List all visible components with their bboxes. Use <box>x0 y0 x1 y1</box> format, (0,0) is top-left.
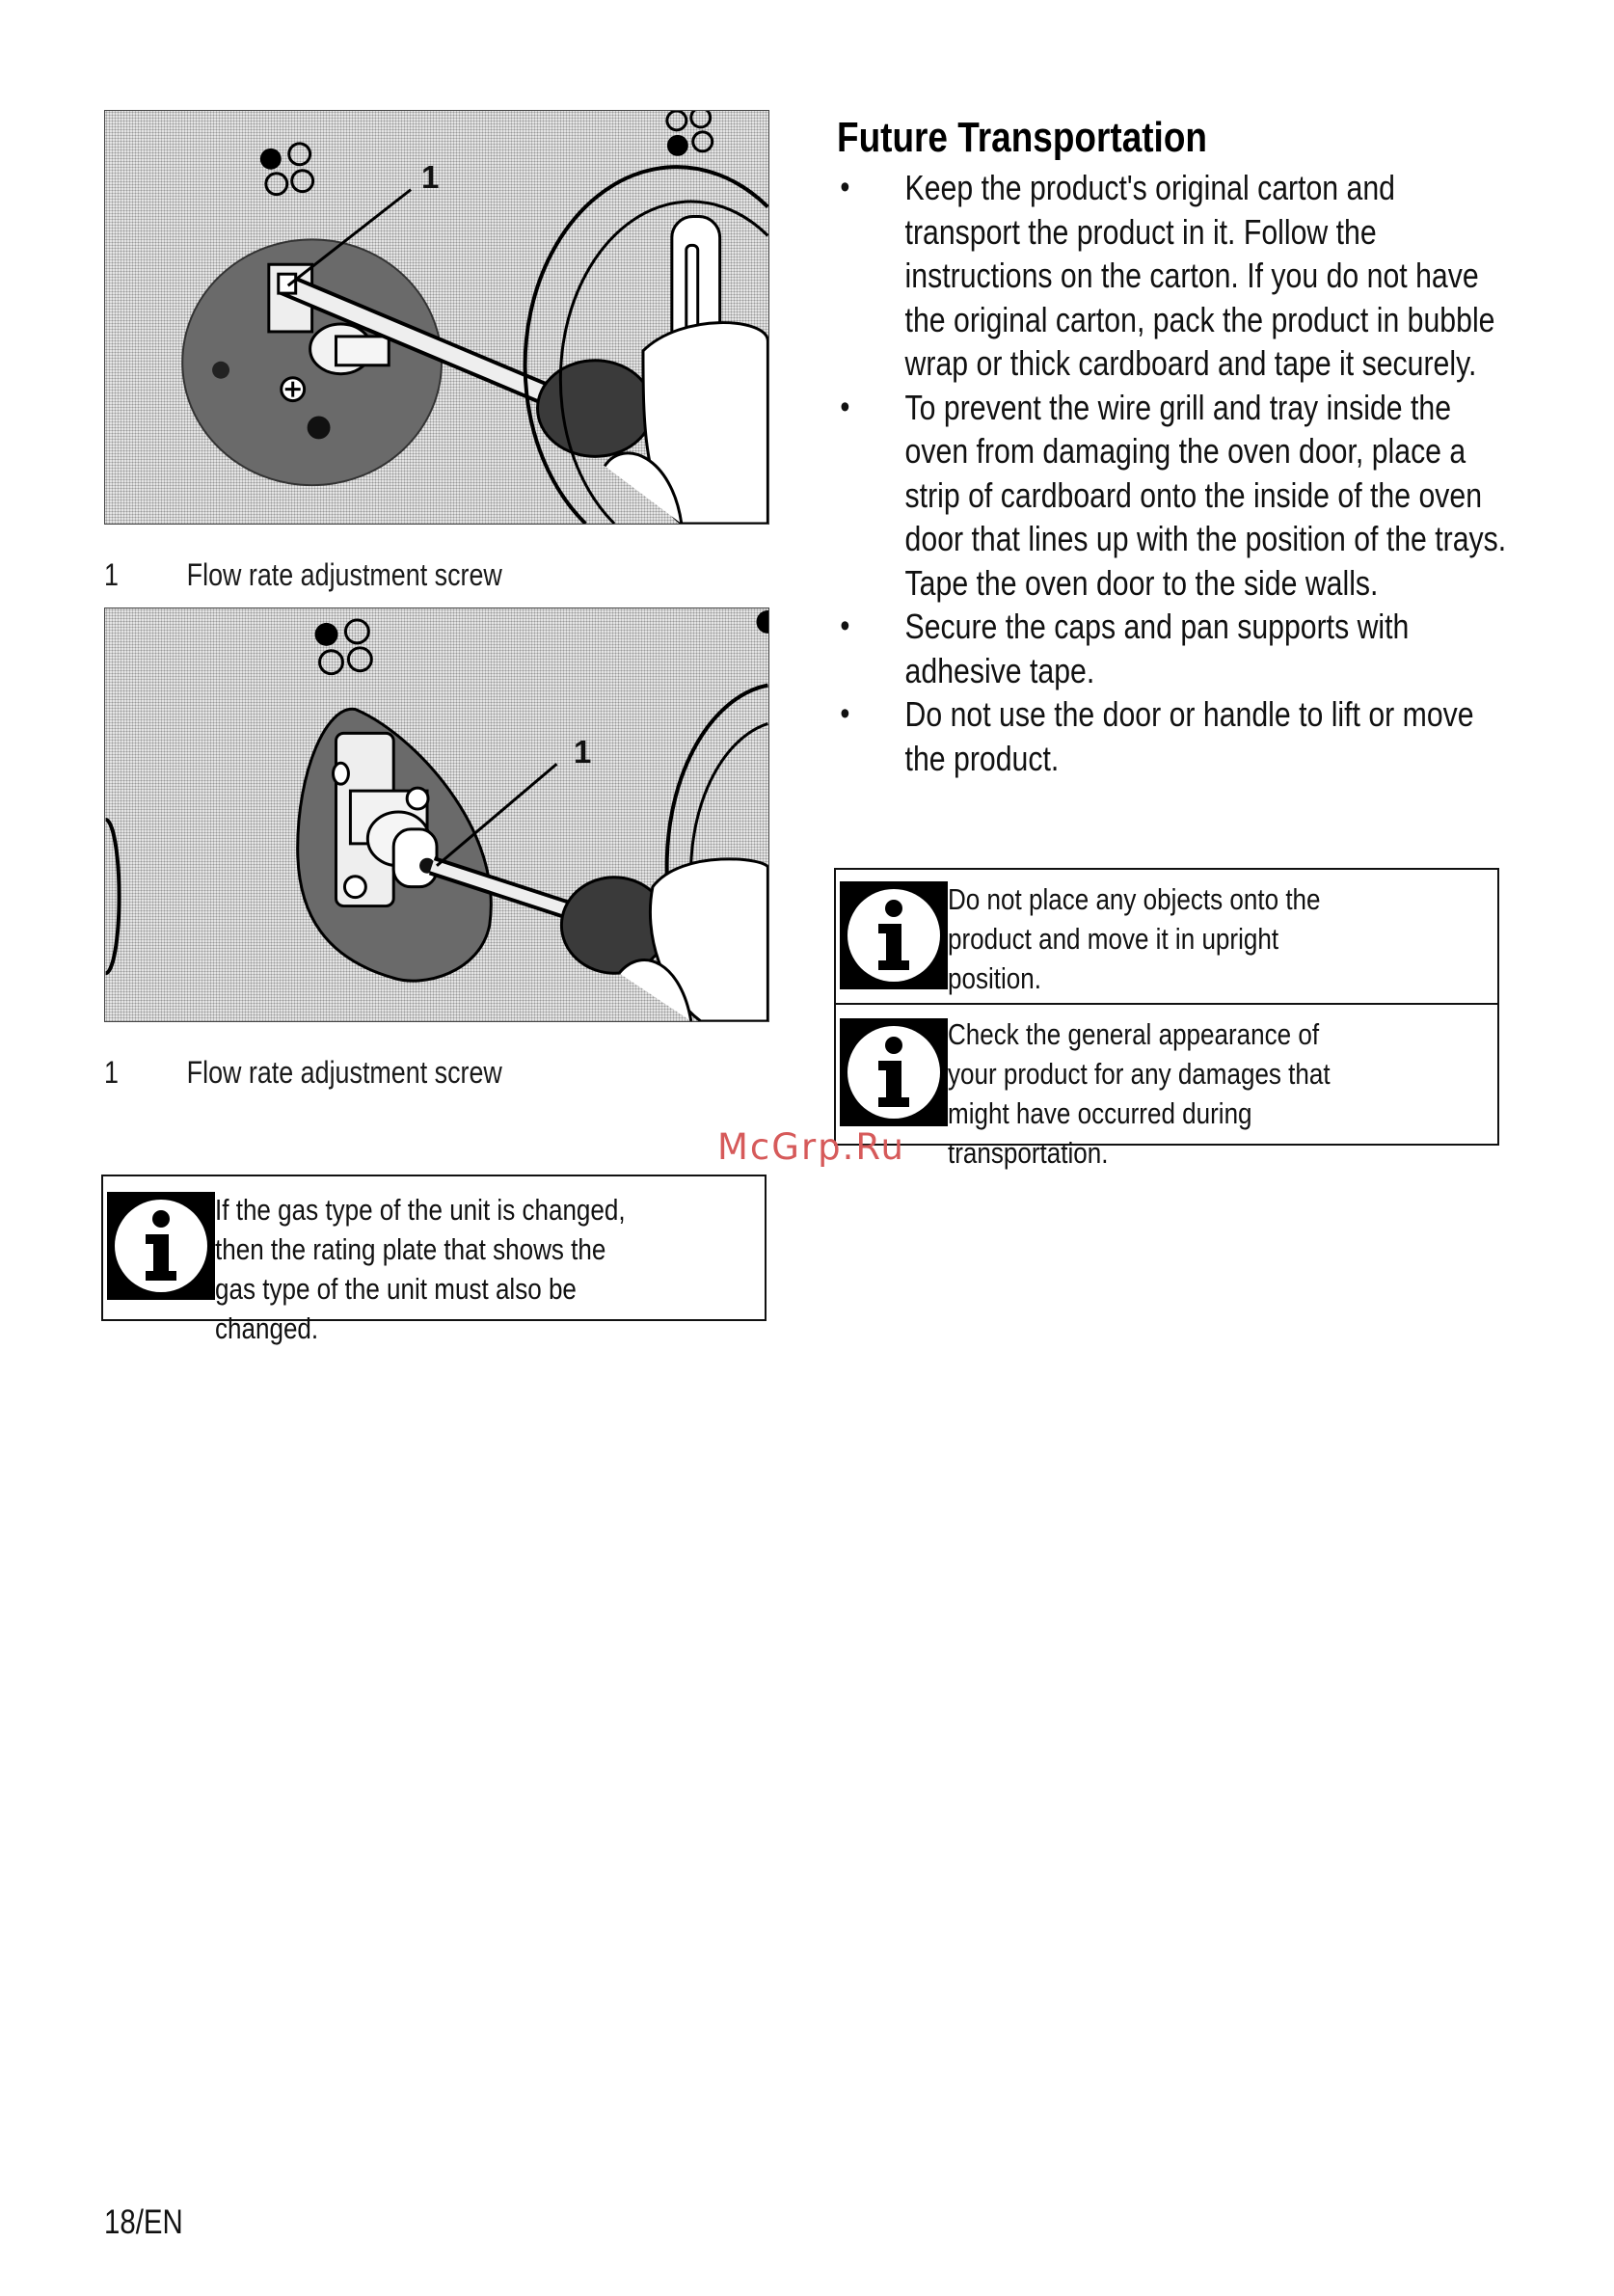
note-text: Check the general appearance of your product for any damages that might have occurred during transportation. <box>948 1017 1331 1170</box>
figure-caption <box>104 557 502 593</box>
info-icon <box>840 881 948 989</box>
note-text: If the gas type of the unit is changed, then the rating plate that shows the gas type of the unit must also be changed. <box>215 1193 626 1345</box>
caption-number: 1 <box>104 557 119 592</box>
caption-text: Flow rate adjustment screw <box>186 1055 502 1090</box>
info-note-gas-type <box>101 1175 767 1345</box>
transport-instructions-list <box>837 166 1518 780</box>
caption-text: Flow rate adjustment screw <box>186 557 502 592</box>
page-number: 18/EN <box>104 2203 183 2241</box>
list-item <box>837 605 1518 692</box>
info-note-appearance <box>834 1003 1499 1170</box>
caption-number: 1 <box>104 1055 119 1090</box>
bullet-glyph: • <box>840 695 850 732</box>
info-icon <box>107 1192 215 1300</box>
callout-number: 1 <box>421 159 440 195</box>
figure-flow-rate-screw-2 <box>104 608 769 1022</box>
illustration-burner-adjustment-2 <box>105 608 768 1021</box>
bullet-glyph: • <box>840 388 850 425</box>
figure-flow-rate-screw-1 <box>104 110 769 525</box>
note-text: Do not place any objects onto the product and move it in upright position. <box>948 882 1321 995</box>
list-item-text: Keep the product's original carton and transport the product in it. Follow the instructions on the carton. If you do not have the original carton, pack the product in bubble wrap or thick cardboard and tape it securely. <box>904 168 1495 383</box>
info-note-upright <box>834 868 1499 1005</box>
bullet-glyph: • <box>840 608 850 644</box>
callout-number: 1 <box>574 734 592 770</box>
list-item-text: To prevent the wire grill and tray inside the oven from damaging the oven door, place a strip of cardboard onto the inside of the oven door that lines up with the position of the trays. Tape the oven door to the side walls. <box>904 387 1507 603</box>
figure-caption <box>104 1055 502 1091</box>
list-item-text: Do not use the door or handle to lift or move the product. <box>904 694 1474 778</box>
list-item <box>837 166 1518 386</box>
list-item <box>837 692 1518 780</box>
bullet-glyph: • <box>840 169 850 205</box>
watermark: McGrp.Ru <box>717 1126 905 1168</box>
section-title: Future Transportation <box>837 114 1207 161</box>
list-item-text: Secure the caps and pan supports with adhesive tape. <box>904 607 1410 690</box>
list-item <box>837 386 1518 606</box>
info-icon <box>840 1018 948 1126</box>
